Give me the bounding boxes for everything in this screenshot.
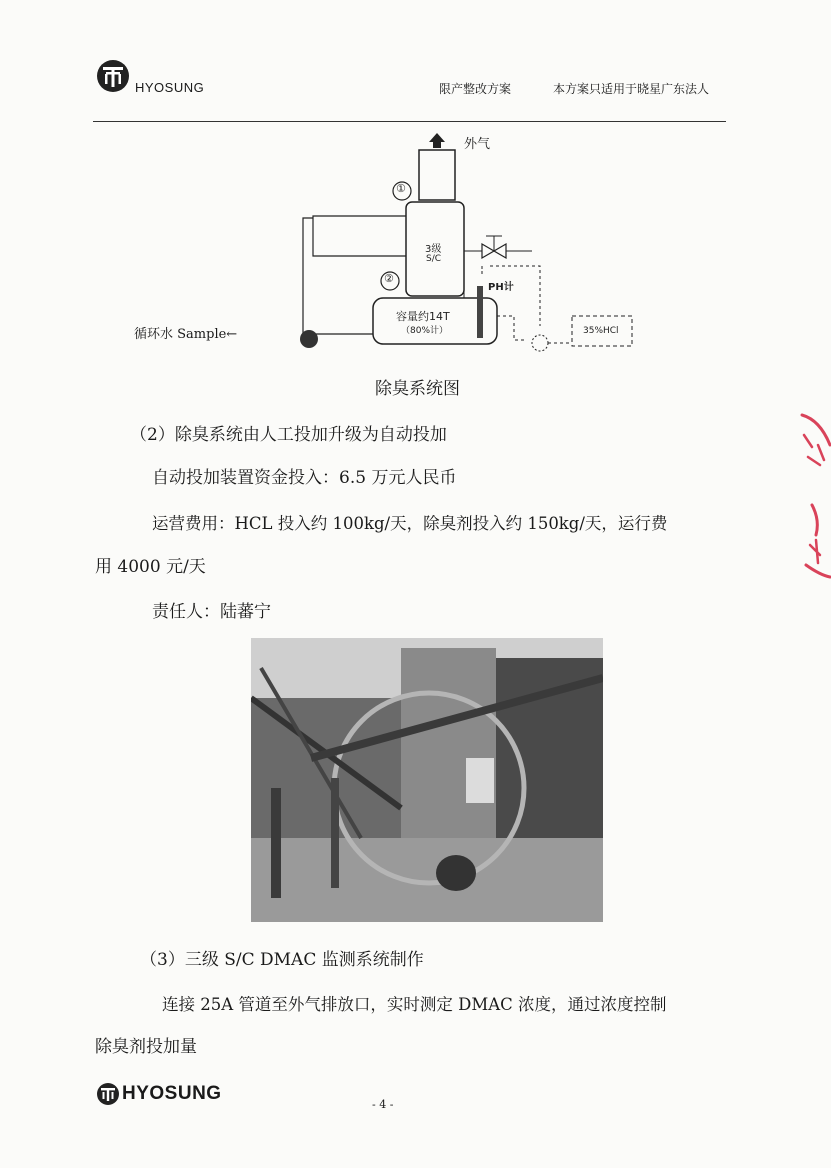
footer-logo-icon [96, 1082, 120, 1106]
exhaust-label: 外气 [464, 137, 491, 152]
section3-title: （3）三级 S/C DMAC 监测系统制作 [140, 950, 424, 970]
header-divider [93, 121, 726, 122]
footer-brand: HYOSUNG [122, 1083, 222, 1104]
tank-label: 容量约14T [396, 310, 450, 323]
diagram-caption: 除臭系统图 [375, 379, 460, 399]
red-stamp-fragment [790, 405, 831, 585]
deodorization-diagram [120, 126, 650, 366]
hyosung-logo-icon [96, 58, 130, 94]
hcl-label: 35%HCl [583, 326, 619, 336]
investment-line: 自动投加装置资金投入：6.5 万元人民币 [152, 468, 457, 488]
tank-sublabel: （80%计） [401, 326, 449, 336]
water-sample-label: 循环水 Sample← [134, 327, 238, 342]
marker-1: ① [396, 182, 406, 195]
page-number: - 4 - [372, 1098, 394, 1111]
header-title: 限产整改方案 [439, 82, 512, 96]
description-line-1: 连接 25A 管道至外气排放口，实时测定 DMAC 浓度，通过浓度控制 [162, 995, 667, 1014]
site-photo-image [251, 638, 603, 922]
site-photo [251, 638, 603, 922]
ph-meter-label: PH计 [488, 282, 514, 293]
header-brand: HYOSUNG [135, 80, 205, 95]
header-scope: 本方案只适用于晓星广东法人 [553, 82, 710, 96]
cost-line-2: 用 4000 元/天 [95, 557, 206, 577]
section2-title: （2）除臭系统由人工投加升级为自动投加 [130, 425, 447, 445]
cost-line-1: 运营费用：HCL 投入约 100kg/天，除臭剂投入约 150kg/天，运行费 [152, 514, 668, 533]
header [93, 58, 733, 118]
responsible-line: 责任人：陆蕃宁 [152, 602, 271, 622]
marker-2: ② [384, 272, 394, 285]
tower-sublabel: S/C [426, 254, 442, 264]
tower-label: 3级 [425, 244, 442, 255]
description-line-2: 除臭剂投加量 [95, 1037, 197, 1057]
